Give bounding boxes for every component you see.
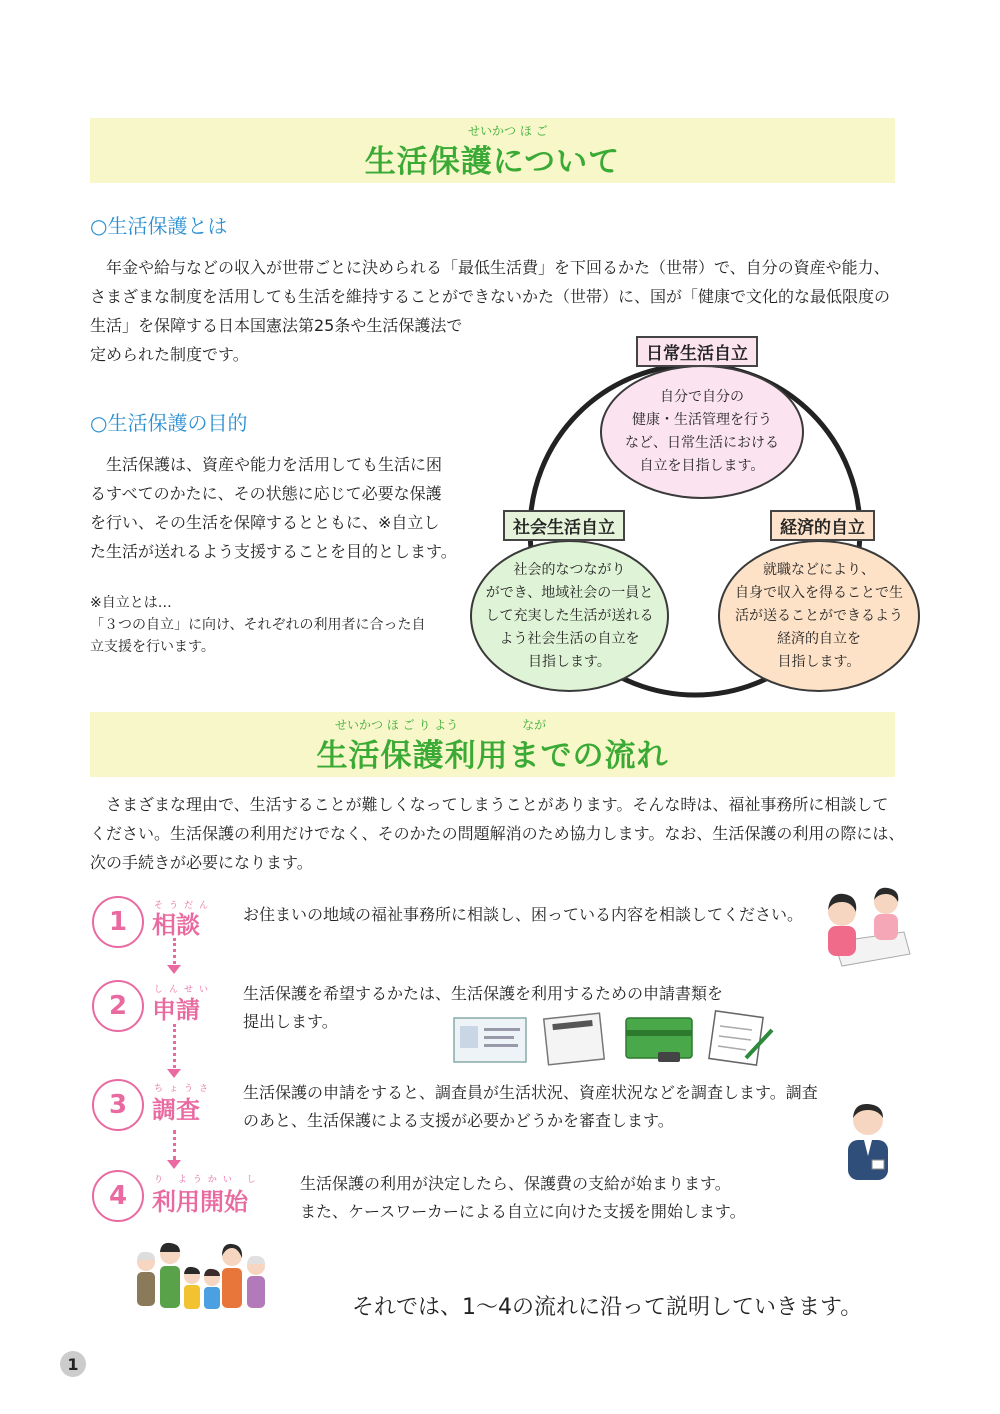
arrow-down-icon [167, 1160, 181, 1169]
family-illustration [130, 1240, 270, 1320]
purpose-line: た生活が送れるよう支援することを目的とします。 [90, 542, 457, 561]
intro-line: さまざまな理由で、生活することが難しくなってしまうことがあります。そんな時は、福祉事務所に相談して [90, 795, 889, 814]
investigator-illustration [838, 1100, 898, 1182]
step-3-number: 3 [92, 1079, 144, 1131]
step-connector [173, 1024, 176, 1068]
step-3-text [243, 1079, 833, 1135]
step-4-text [300, 1170, 746, 1226]
page-number: 1 [60, 1351, 86, 1377]
step-2-ruby: しんせい [154, 985, 215, 995]
banner-about-ruby: せいかつ ほ ご [468, 124, 548, 138]
closing-text: それでは、1～4の流れに沿って説明していきます。 [352, 1295, 863, 1320]
step-4-line: 生活保護の利用が決定したら、保護費の支給が始まります。 [300, 1174, 731, 1193]
intro-line: 次の手続きが必要になります。 [90, 853, 313, 872]
note-line: ※自立とは… [90, 595, 172, 611]
economic-line: 目指します。 [777, 653, 861, 670]
step-1-number: 1 [92, 896, 144, 948]
circle-social-life [470, 540, 669, 692]
form-pen-icon [709, 1011, 772, 1065]
banner-flow [90, 712, 895, 777]
arrow-down-icon [167, 1069, 181, 1078]
step-4-line: また、ケースワーカーによる自立に向けた支援を開始します。 [300, 1202, 746, 1221]
bankbook-icon [626, 1018, 692, 1062]
consultation-illustration [812, 880, 912, 970]
tag-social-life: 社会生活自立 [503, 510, 625, 541]
about-line: さまざまな制度を活用しても生活を維持することができないかた（世帯）に、国が「健康で文化的な最低限度の [90, 287, 891, 306]
step-4-label: 利用開始 [152, 1188, 248, 1216]
step-1-text [243, 901, 803, 929]
daily-line: など、日常生活における [625, 435, 779, 451]
step-3-line: のあと、生活保護による支援が必要かどうかを審査します。 [243, 1111, 674, 1130]
circle-economic [718, 540, 920, 692]
step-2-number: 2 [92, 980, 144, 1032]
daily-line: 自分で自分の [660, 389, 744, 405]
banner-about [90, 118, 895, 183]
banner-flow-title: 生活保護利用までの流れ [316, 738, 669, 774]
economic-line: 就職などにより、 [763, 561, 875, 578]
note-line: 立支援を行います。 [90, 639, 215, 655]
economic-line: 経済的自立を [777, 630, 861, 647]
heading-what-is: ○生活保護とは [90, 214, 228, 238]
purpose-paragraph [90, 450, 470, 566]
economic-line: 活が送ることができるよう [735, 607, 903, 624]
about-line: 生活」を保障する日本国憲法第25条や生活保護法で [90, 316, 463, 335]
step-3-label: 調査 [152, 1096, 200, 1124]
step-3-ruby: ちょうさ [154, 1084, 215, 1094]
banner-flow-ruby: せいかつ ほ ご り よう なが [335, 718, 547, 732]
social-line: よう社会生活の自立を [499, 630, 640, 647]
purpose-line: 生活保護は、資産や能力を活用しても生活に困 [90, 455, 443, 474]
notebook-icon [544, 1013, 605, 1065]
circle-daily-life [600, 365, 804, 499]
step-1-ruby: そうだん [154, 901, 215, 911]
arrow-down-icon [167, 965, 181, 974]
flow-intro [90, 790, 910, 877]
documents-illustration [450, 1010, 780, 1066]
social-line: ができ、地域社会の一員と [485, 584, 654, 601]
step-3-line: 生活保護の申請をすると、調査員が生活状況、資産状況などを調査します。調査 [243, 1083, 818, 1102]
about-line: 年金や給与などの収入が世帯ごとに決められる「最低生活費」を下回るかた（世帯）で、自分の資産や能力、 [90, 258, 890, 277]
step-connector [173, 938, 176, 964]
purpose-line: を行い、その生活を保障するとともに、※自立し [90, 513, 440, 532]
social-line: 目指します。 [528, 653, 611, 670]
intro-line: ください。生活保護の利用だけでなく、そのかたの問題解消のため協力します。なお、生活保護の利用の際には、 [90, 824, 905, 843]
id-card-icon [454, 1018, 526, 1062]
step-connector [173, 1130, 176, 1160]
banner-about-title: 生活保護について [364, 144, 621, 180]
step-2-line: 提出します。 [243, 1012, 338, 1031]
tag-daily-life: 日常生活自立 [636, 336, 758, 367]
social-line: 社会的なつながり [513, 561, 626, 578]
step-1-line: お住まいの地域の福祉事務所に相談し、困っている内容を相談してください。 [243, 905, 804, 924]
daily-line: 健康・生活管理を行う [632, 412, 772, 428]
daily-line: 自立を目指します。 [639, 458, 765, 474]
tag-economic: 経済的自立 [770, 510, 875, 541]
purpose-line: るすべてのかたに、その状態に応じて必要な保護 [90, 484, 442, 503]
step-2-line: 生活保護を希望するかたは、生活保護を利用するための申請書類を [243, 984, 724, 1003]
step-4-number: 4 [92, 1170, 144, 1222]
step-4-ruby: り ようかい し [154, 1175, 262, 1185]
independence-note [90, 592, 440, 658]
step-1-label: 相談 [152, 911, 200, 939]
social-line: して充実した生活が送れる [485, 607, 654, 624]
step-2-label: 申請 [152, 996, 200, 1024]
note-line: 「３つの自立」に向け、それぞれの利用者に合った自 [90, 617, 426, 633]
heading-purpose: ○生活保護の目的 [90, 411, 248, 435]
about-line: 定められた制度です。 [90, 345, 249, 364]
economic-line: 自身で収入を得ることで生 [735, 584, 903, 601]
